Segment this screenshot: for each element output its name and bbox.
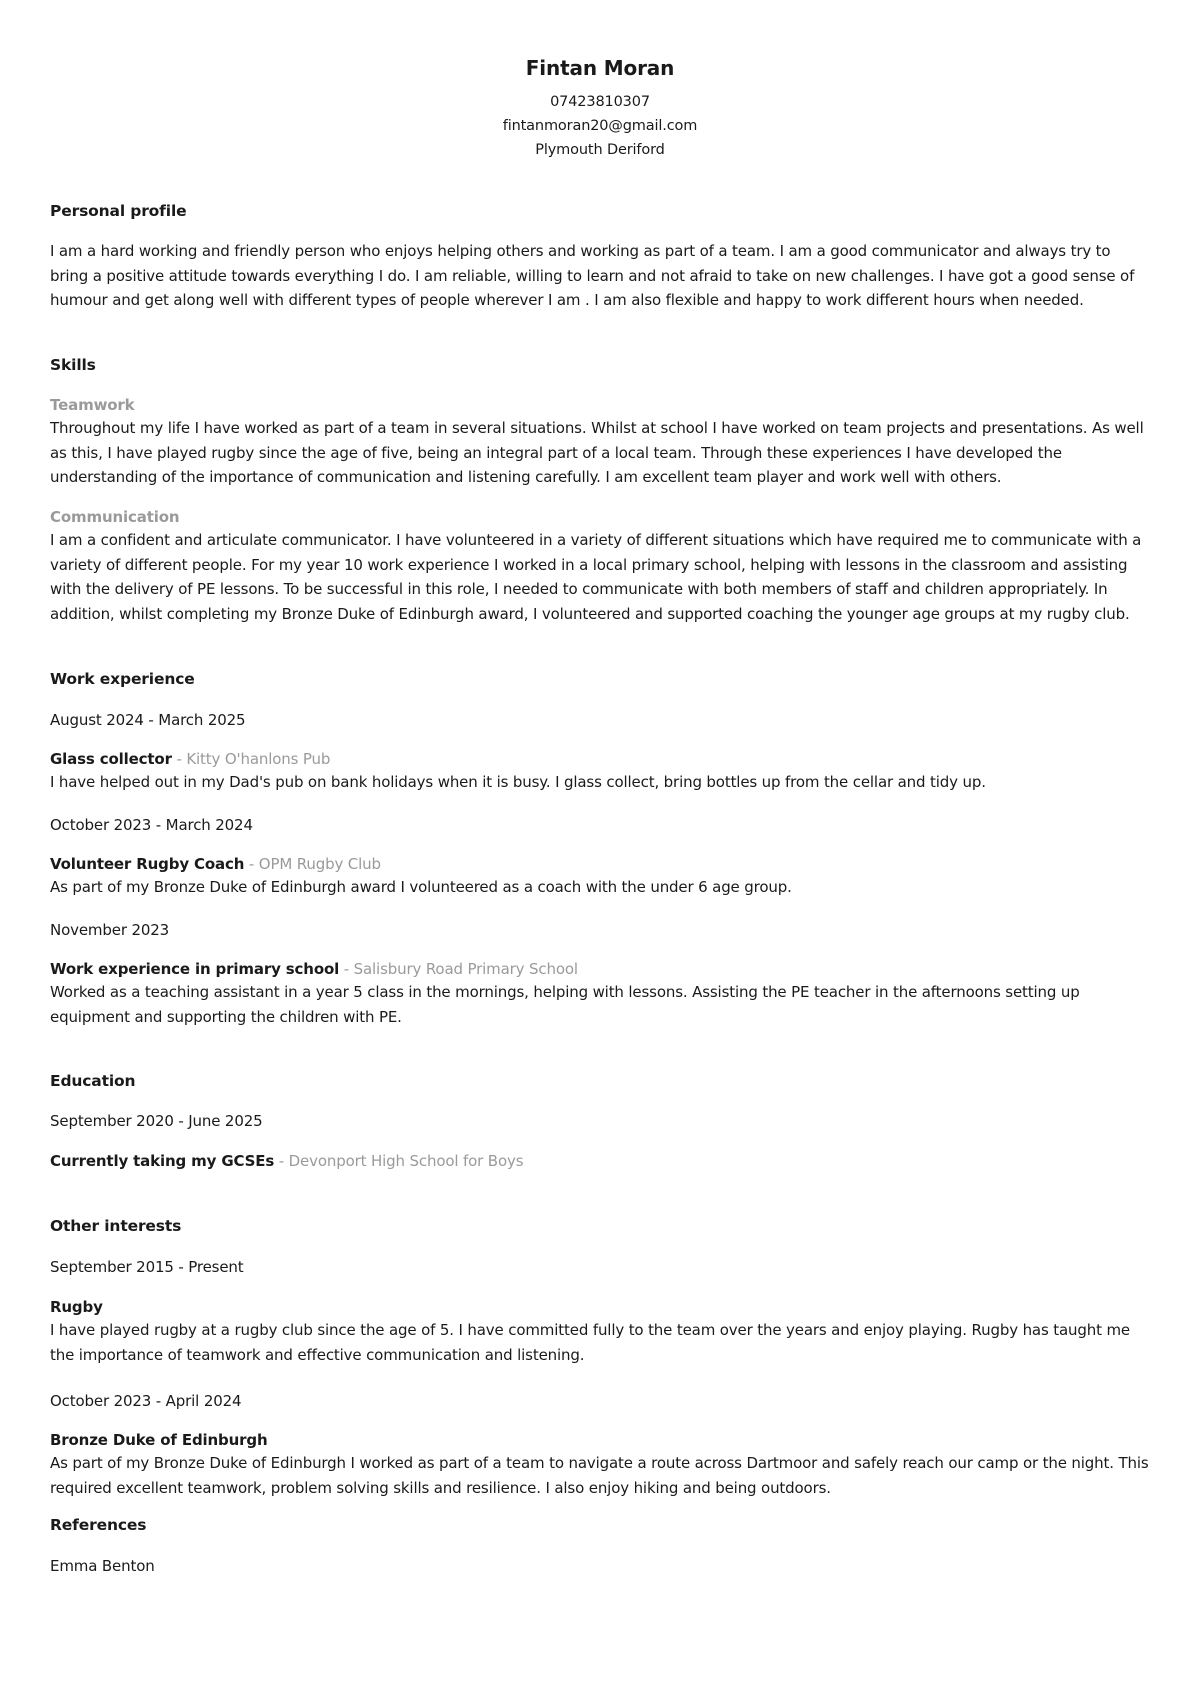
interest-name: Rugby [50, 1298, 103, 1316]
cv-header [50, 0, 1150, 162]
interest-date: September 2015 - Present [50, 1258, 244, 1276]
organisation: - OPM Rugby Club [244, 855, 381, 873]
location: Plymouth Deriford [535, 142, 665, 158]
work-text: I have helped out in my Dad's pub on bank holidays when it is busy. I glass collect, bring bottles up from the cellar and tidy up. [50, 773, 986, 791]
email-address: fintanmoran20@gmail.com [502, 118, 698, 134]
profile-body [50, 239, 1150, 313]
work-item-details [50, 748, 1150, 795]
section-personal-profile [50, 200, 1150, 222]
interest-date: October 2023 - April 2024 [50, 1392, 242, 1410]
interest-text: As part of my Bronze Duke of Edinburgh I worked as part of a team to navigate a route across Dartmoor and safely reach our camp or the night. This required excellent teamwork, problem solving skills and resilience. I also enjoy hiking and being outdoors. [50, 1454, 1149, 1497]
work-role [50, 748, 1150, 770]
section-work-experience [50, 668, 1150, 690]
candidate-name: Fintan Moran [525, 56, 675, 80]
work-text: Worked as a teaching assistant in a year 5 class in the mornings, helping with lessons. Assisting the PE teacher in the afternoons setting up equipment and supporting the children with PE. [50, 983, 1080, 1026]
education-role [50, 1150, 1150, 1172]
organisation: - Salisbury Road Primary School [339, 960, 578, 978]
work-date: August 2024 - March 2025 [50, 711, 246, 729]
section-title-references: References [50, 1516, 147, 1534]
work-date: October 2023 - March 2024 [50, 816, 253, 834]
work-role [50, 853, 1150, 875]
interest-item-details [50, 1429, 1150, 1500]
section-title-profile: Personal profile [50, 202, 187, 220]
organisation: - Kitty O'hanlons Pub [171, 750, 331, 768]
work-item [50, 919, 1150, 941]
reference-item [50, 1555, 1150, 1577]
section-title-skills: Skills [50, 356, 96, 374]
work-item [50, 814, 1150, 836]
interest-item-details [50, 1296, 1150, 1367]
skill-communication [50, 506, 1150, 626]
role-title: Work experience in primary school [50, 960, 340, 978]
education-item-details [50, 1150, 1150, 1172]
role-title: Glass collector [50, 750, 172, 768]
phone-number: 07423810307 [550, 94, 650, 110]
qualification: Currently taking my GCSEs [50, 1152, 275, 1170]
skill-text: I am a confident and articulate communicator. I have volunteered in a variety of different situations which have required me to communicate with a variety of different people. For my year 10 work experience I worked in a local primary school, helping with lessons in the classroom and assisting with the delivery of PE lessons. To be successful in this role, I needed to communicate with both members of staff and children appropriately. In addition, whilst completing my Bronze Duke of Edinburgh award, I volunteered and supported coaching the younger age groups at my rugby club. [50, 531, 1142, 623]
school: - Devonport High School for Boys [274, 1152, 524, 1170]
interest-item [50, 1256, 1150, 1278]
profile-text: I am a hard working and friendly person who enjoys helping others and working as part of a team. I am a good communicator and always try to bring a positive attitude towards everything I do. I am reliable, willing to learn and not afraid to take on new challenges. I have got a good sense of humour and get along well with different types of people wherever I am . I am also flexible and happy to work different hours when needed. [50, 242, 1135, 309]
interest-text: I have played rugby at a rugby club since the age of 5. I have committed fully to the team over the years and enjoy playing. Rugby has taught me the importance of teamwork and effective communication and listening. [50, 1321, 1131, 1364]
section-education [50, 1070, 1150, 1092]
work-date: November 2023 [50, 921, 170, 939]
interest-item [50, 1390, 1150, 1412]
section-title-interests: Other interests [50, 1217, 182, 1235]
reference-name: Emma Benton [50, 1557, 155, 1575]
section-title-education: Education [50, 1072, 136, 1090]
skill-name: Teamwork [50, 396, 135, 414]
skill-teamwork [50, 394, 1150, 490]
skill-text: Throughout my life I have worked as part of a team in several situations. Whilst at school I have worked on team projects and presentations. As well as this, I have played rugby since the age of five, being an integral part of a local team. Through these experiences I have developed the understanding of the importance of communication and listening carefully. I am excellent team player and work well with others. [50, 419, 1144, 486]
work-item [50, 709, 1150, 731]
skill-name: Communication [50, 508, 180, 526]
section-title-work: Work experience [50, 670, 195, 688]
education-date: September 2020 - June 2025 [50, 1112, 263, 1130]
section-skills [50, 354, 1150, 376]
interest-name: Bronze Duke of Edinburgh [50, 1431, 268, 1449]
work-role [50, 958, 1150, 980]
work-item-details [50, 958, 1150, 1029]
section-references [50, 1514, 1150, 1536]
role-title: Volunteer Rugby Coach [50, 855, 245, 873]
education-item [50, 1110, 1150, 1132]
section-other-interests [50, 1215, 1150, 1237]
work-text: As part of my Bronze Duke of Edinburgh award I volunteered as a coach with the under 6 age group. [50, 878, 792, 896]
work-item-details [50, 853, 1150, 900]
